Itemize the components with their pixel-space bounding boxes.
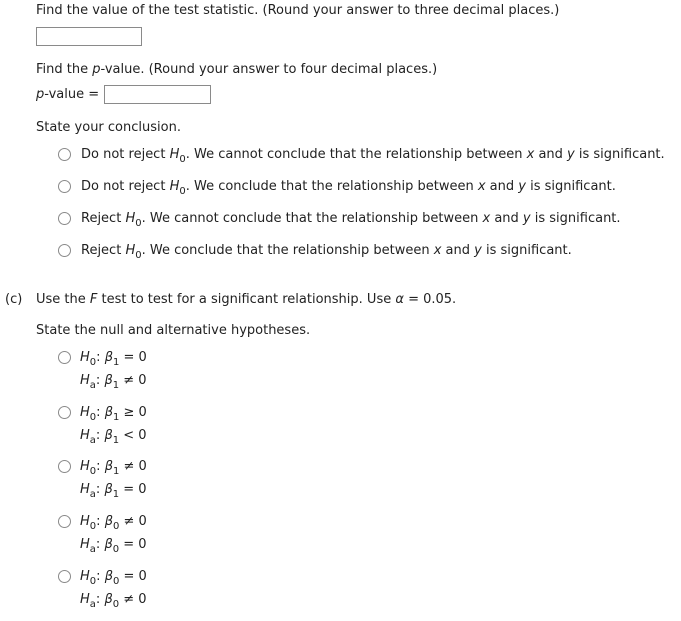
conclusion-prompt: State your conclusion. (36, 120, 181, 135)
hypothesis-2-h0[interactable]: $H_0$: $\beta_1 \ge 0$ (80, 405, 147, 423)
hypothesis-3-h0[interactable]: $H_0$: $\beta_1 \ne 0$ (80, 459, 147, 477)
hypotheses-prompt: State the null and alternative hypotheses. (36, 323, 311, 338)
p-value-label: p-value = (36, 87, 100, 102)
hypothesis-radio-3[interactable] (58, 460, 71, 473)
hypothesis-radio-1[interactable] (58, 351, 71, 364)
test-statistic-input[interactable] (36, 27, 142, 46)
test-statistic-prompt: Find the value of the test statistic. (Round your answer to three decimal places.) (36, 3, 560, 18)
hypothesis-5-ha[interactable]: $H_a$: $\beta_0 \ne 0$ (80, 592, 147, 610)
conclusion-radio-2[interactable] (58, 180, 71, 193)
conclusion-option-2[interactable]: Do not reject $H_0$. We conclude that the relationship between x and y is significant. (81, 179, 616, 197)
p-value-input[interactable] (104, 85, 211, 104)
hypothesis-1-ha[interactable]: $H_a$: $\beta_1 \ne 0$ (80, 373, 147, 391)
p-value-prompt: Find the p-value. (Round your answer to four decimal places.) (36, 62, 438, 77)
hypothesis-2-ha[interactable]: $H_a$: $\beta_1 < 0$ (80, 428, 147, 446)
conclusion-option-4[interactable]: Reject $H_0$. We conclude that the relationship between x and y is significant. (81, 243, 572, 261)
conclusion-option-3[interactable]: Reject $H_0$. We cannot conclude that the relationship between x and y is significant. (81, 211, 621, 229)
hypothesis-5-h0[interactable]: $H_0$: $\beta_0 = 0$ (80, 569, 147, 587)
hypothesis-3-ha[interactable]: $H_a$: $\beta_1 = 0$ (80, 482, 147, 500)
conclusion-radio-4[interactable] (58, 244, 71, 257)
hypothesis-radio-4[interactable] (58, 515, 71, 528)
hypothesis-4-h0[interactable]: $H_0$: $\beta_0 \ne 0$ (80, 514, 147, 532)
part-c-label: (c) (5, 292, 23, 307)
conclusion-radio-3[interactable] (58, 212, 71, 225)
conclusion-radio-1[interactable] (58, 148, 71, 161)
conclusion-option-1[interactable]: Do not reject $H_0$. We cannot conclude that the relationship between x and y is significant. (81, 147, 665, 165)
hypothesis-radio-5[interactable] (58, 570, 71, 583)
hypothesis-radio-2[interactable] (58, 406, 71, 419)
hypothesis-1-h0[interactable]: $H_0$: $\beta_1 = 0$ (80, 350, 147, 368)
hypothesis-4-ha[interactable]: $H_a$: $\beta_0 = 0$ (80, 537, 147, 555)
part-c-prompt: Use the F test to test for a significant relationship. Use α = 0.05. (36, 292, 457, 307)
